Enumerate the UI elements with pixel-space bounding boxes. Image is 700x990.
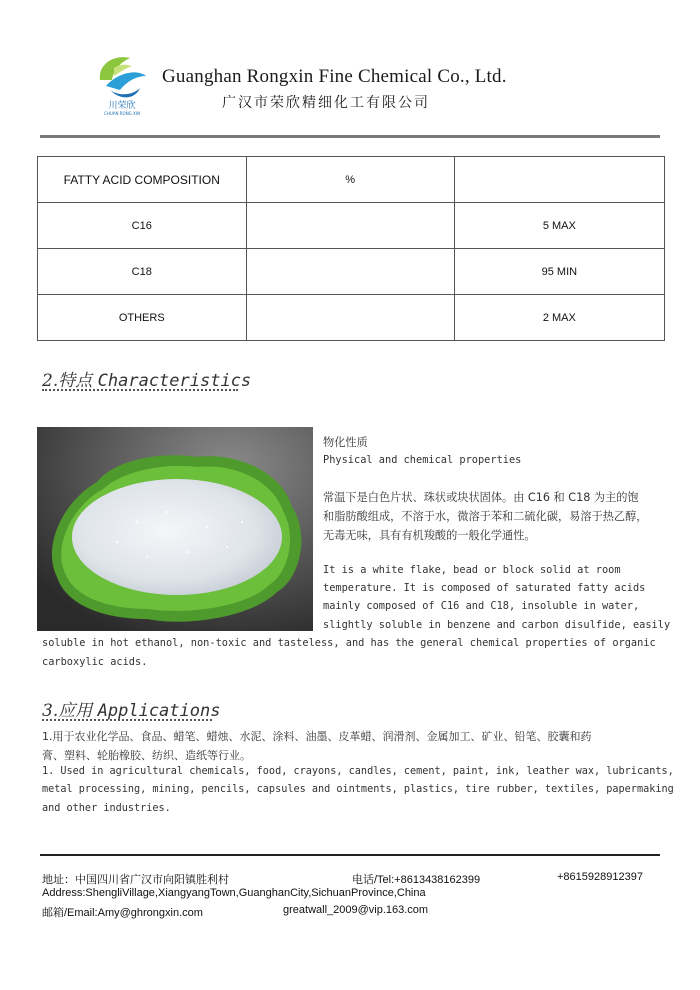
fatty-acid-table [37,156,665,341]
description-en-line: It is a white flake, bead or block solid at room [323,564,621,576]
applications-en-line: metal processing, mining, pencils, capsules and ointments, plastics, tire rubber, textiles, papermaking [42,784,674,795]
applications-en-line: 1. Used in agricultural chemicals, food, crayons, candles, cement, paint, ink, leather wax, lubricants, [42,766,674,777]
description-en-line: slightly soluble in benzene and carbon disulfide, easily [323,619,671,631]
footer-email: 邮箱/Email:Amy@ghrongxin.com [42,907,203,919]
description-en-line: temperature. It is composed of saturated fatty acids [323,582,646,594]
description-cn-line: 无毒无味，具有有机羧酸的一般化学通性。 [323,529,536,542]
table-cell [246,295,454,341]
footer-address-en: Address:ShengliVillage,XiangyangTown,GuanghanCity,SichuanProvince,China [42,887,426,899]
section-heading-en: Applications [97,701,221,721]
section-heading-cn: 2.特点 [42,371,93,391]
section-heading-en: Characteristics [97,371,252,391]
company-name-cn: 广汉市荣欣精细化工有限公司 [222,95,430,111]
heading-underline [42,389,238,391]
table-cell: C16 [38,203,247,249]
table-cell: 2 MAX [454,295,664,341]
table-cell: OTHERS [38,295,247,341]
section-heading-applications [42,696,220,721]
table-row [38,203,665,249]
table-cell: 5 MAX [454,203,664,249]
table-cell: 95 MIN [454,249,664,295]
footer-email-2: greatwall_2009@vip.163.com [283,904,429,916]
company-logo [92,46,152,116]
logo-text: 川荣欣 [108,101,136,111]
table-header-cell: % [246,157,454,203]
logo-subtext: CHUAN RONG XIN [104,111,140,116]
company-name-en: Guanghan Rongxin Fine Chemical Co., Ltd. [162,66,507,87]
applications-cn-line: 1.用于农业化学品、食品、蜡笔、蜡烛、水泥、涂料、油墨、皮革蜡、润滑剂、金属加工、矿业、铅笔、胶囊和药 [42,730,592,743]
footer-phone: 电话/Tel:+8613438162399 [352,874,481,886]
footer-divider [40,854,660,856]
properties-heading-en: Physical and chemical properties [323,454,522,466]
properties-heading-cn: 物化性质 [323,436,368,449]
description-en-line: carboxylic acids. [42,656,148,668]
table-row [38,249,665,295]
description-en-line: mainly composed of C16 and C18, insoluble in water, [323,600,640,612]
table-header-cell [454,157,664,203]
heading-underline [42,719,212,721]
table-header-row [38,157,665,203]
table-header-cell: FATTY ACID COMPOSITION [38,157,247,203]
footer-phone-2: +8615928912397 [557,871,643,883]
header-divider [40,135,660,138]
description-cn-line: 和脂肪酸组成，不溶于水，微溶于苯和二硫化碳，易溶于热乙醇， [323,510,648,523]
description-cn-line: 常温下是白色片状、珠状或块状固体。由 C16 和 C18 为主的饱 [323,491,639,504]
applications-cn-line: 膏、塑料、轮胎橡胶、纺织、造纸等行业。 [42,749,251,762]
description-en-line: soluble in hot ethanol, non-toxic and tasteless, and has the general chemical properties of organic [42,637,656,649]
footer-address-cn: 地址：中国四川省广汉市向阳镇胜利村 [42,874,229,886]
product-photo [37,427,313,631]
table-cell: C18 [38,249,247,295]
section-heading-cn: 3.应用 [42,701,93,721]
table-cell [246,249,454,295]
section-heading-characteristics [42,366,251,391]
table-cell [246,203,454,249]
table-row [38,295,665,341]
applications-en-line: and other industries. [42,803,171,814]
